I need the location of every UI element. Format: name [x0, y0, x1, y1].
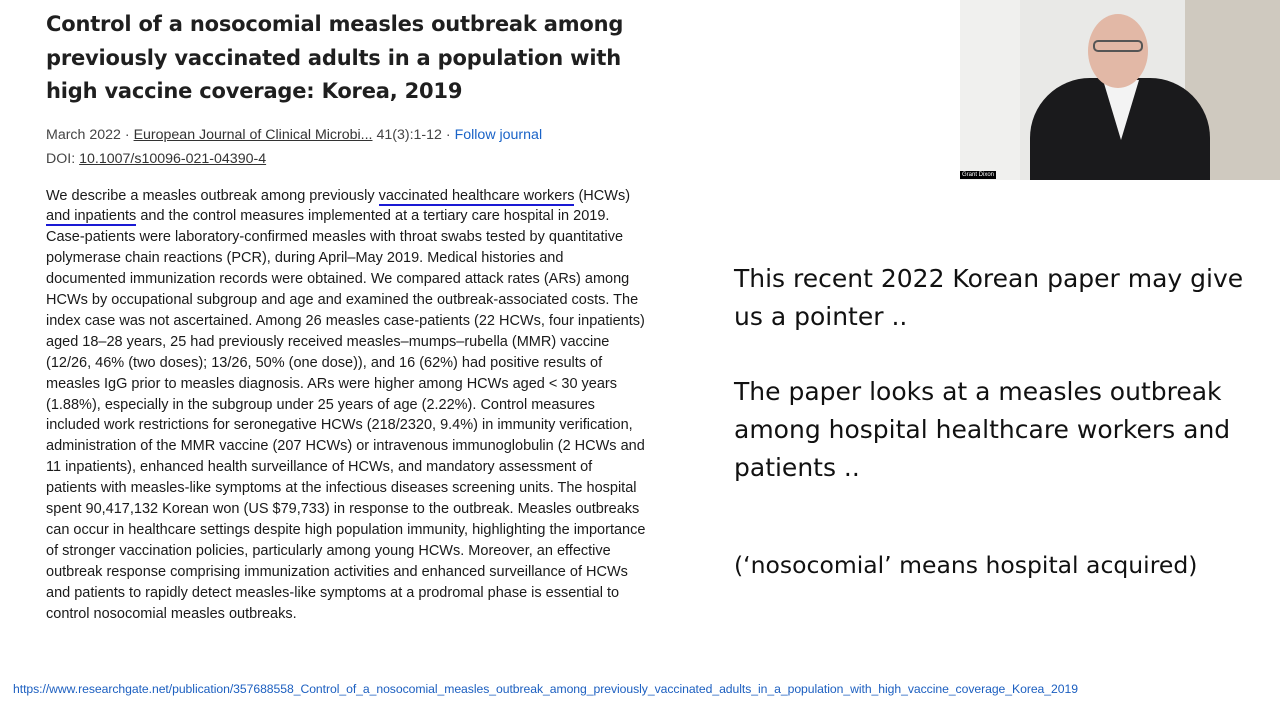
abstract-text: (HCWs)	[574, 187, 631, 204]
slide-note-2: The paper looks at a measles outbreak among hospital healthcare workers and patients ..	[734, 377, 1231, 482]
slide-note-3: (‘nosocomial’ means hospital acquired)	[734, 551, 1198, 579]
source-url[interactable]: https://www.researchgate.net/publication/357688558_Control_of_a_nosocomial_measles_outbreak_among_previously_vaccinated_adults_in_a_population_with_high_vaccine_coverage_Korea_2019	[13, 682, 1078, 696]
presenter-video	[960, 0, 1280, 180]
journal-link[interactable]: European Journal of Clinical Microbi...	[133, 126, 373, 143]
meta-separator: ·	[124, 126, 130, 143]
meta-separator: ·	[445, 126, 451, 143]
slide-note-1: This recent 2022 Korean paper may give us a pointer ..	[734, 264, 1244, 331]
abstract	[46, 186, 646, 625]
presenter-glasses	[1093, 40, 1143, 52]
highlighted-phrase: and inpatients	[46, 208, 137, 225]
highlighted-phrase: vaccinated healthcare workers	[378, 187, 575, 204]
follow-journal-link[interactable]: Follow journal	[454, 126, 543, 143]
doi-label: DOI:	[46, 150, 76, 167]
doi-link[interactable]: 10.1007/s10096-021-04390-4	[79, 150, 267, 167]
article-meta	[46, 123, 646, 147]
article-title: Control of a nosocomial measles outbreak among previously vaccinated adults in a population with high vaccine coverage: Korea, 2019	[46, 12, 624, 103]
presenter-name-tag: Grant Dixon	[962, 172, 995, 178]
volume-issue: 41(3):1-12	[376, 126, 442, 143]
video-background	[960, 0, 1020, 180]
abstract-text: and the control measures implemented at a tertiary care hospital in 2019. Case-patients were laboratory-confirmed measles with throat swabs tested by quantitative polymerase chain reactions (PCR), during April–May 2019. Medical histories and documented immunization records were obtained. We compared attack rates (ARs) among HCWs by occupational subgroup and age and examined the outbreak-associated costs. The index case was not ascertained. Among 26 measles case-patients (22 HCWs, four inpatients) aged 18–28 years, 25 had previously received measles–mumps–rubella (MMR) vaccine (12/26, 46% (two doses); 13/26, 50% (one dose)), and 16 (62%) had positive results of measles IgG prior to measles diagnosis. ARs were higher among HCWs aged < 30 years (1.88%), especially in the subgroup under 25 years of age (2.22%). Control measures included work restrictions for seronegative HCWs (218/2320, 9.4%) in immunity verification, administration of the MMR vaccine (207 HCWs) or intravenous immunoglobulin (2 HCWs and 11 inpatients), enhanced health surveillance of HCWs, and mandatory assessment of patients with measles-like symptoms at the infectious diseases screening units. The hospital spent 90,417,132 Korean won (US $79,733) in response to the outbreak. Measles outbreaks can occur in healthcare settings despite high population immunity, highlighting the importance of stronger vaccination policies, particularly among young HCWs. Moreover, an effective outbreak response comprising immunization activities and enhanced surveillance of HCWs and patients to rapidly detect measles-like symptoms at a prodromal phase is essential to control nosocomial measles outbreaks.	[46, 208, 646, 622]
article-panel	[46, 8, 646, 625]
doi-row	[46, 147, 646, 171]
abstract-text: We describe a measles outbreak among previously	[46, 187, 379, 204]
publication-date: March 2022	[46, 126, 121, 143]
